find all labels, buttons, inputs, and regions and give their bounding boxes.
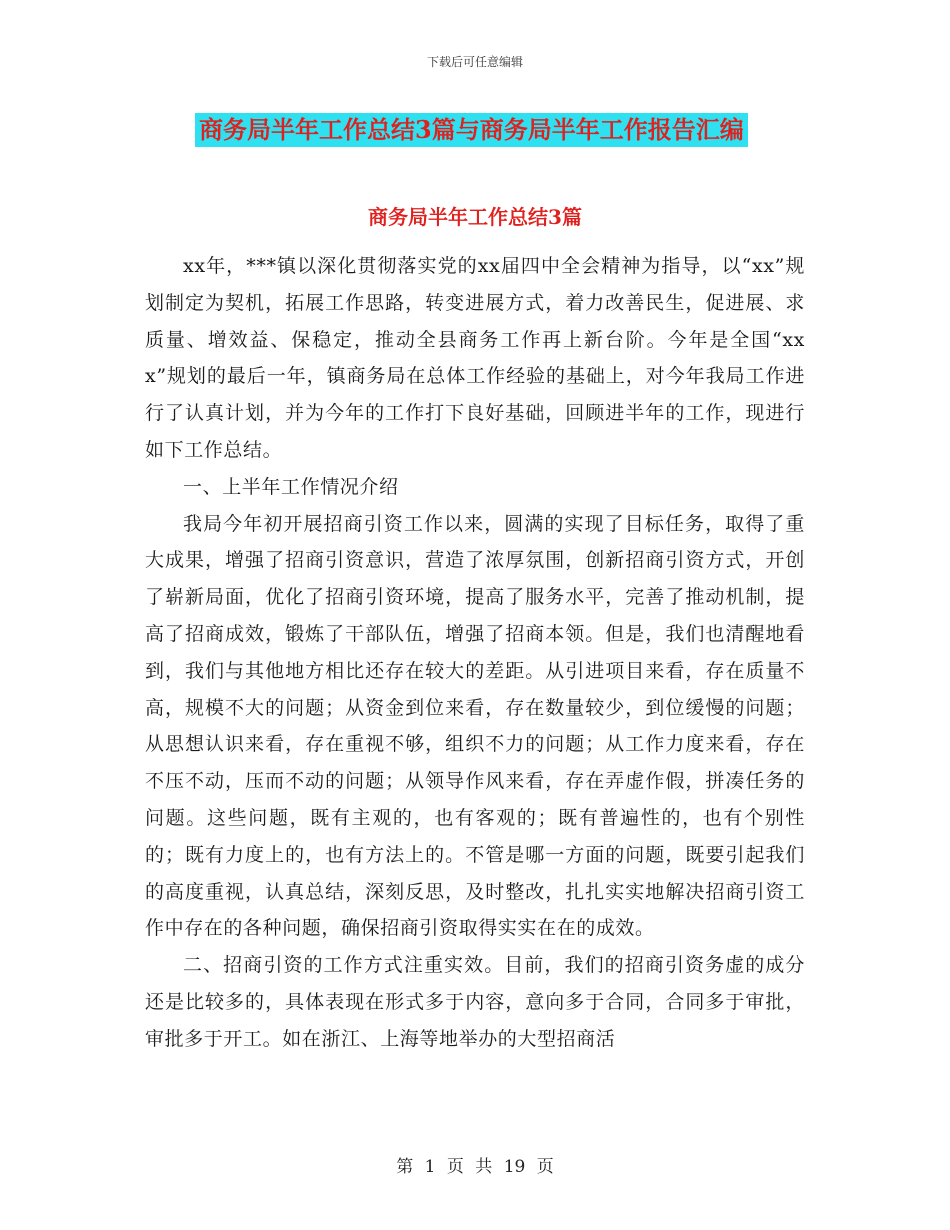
page-header-note: 下载后可任意编辑 (426, 55, 523, 69)
page-footer: 第 1 页 共 19 页 (396, 1157, 554, 1177)
paragraph-heading-1: 一、上半年工作情况介绍 (183, 475, 399, 498)
paragraph-intro: xx年，***镇以深化贯彻落实党的xx届四中全会精神为指导，以“xx”规划制定为契机，拓展工作思路，转变进展方式，着力改善民生，促进展、求质量、增效益、保稳定，推动全县商务工作再上新台阶。今年是全国“xxx”规划的最后一年，镇商务局在总体工作经验的基础上，对今年我局工作进行了认真计划，并为今年的工作打下良好基础，回顾进半年的工作，现进行如下工作总结。 (145, 255, 805, 461)
paragraph-heading-2: 二、招商引资的工作方式注重实效。目前，我们的招商引资务虚的成分还是比较多的，具体表现在形式多于内容，意向多于合同，合同多于审批，审批多于开工。如在浙江、上海等地举办的大型招商活 (145, 954, 805, 1050)
document-title: 商务局半年工作总结3篇与商务局半年工作报告汇编 (195, 113, 748, 147)
paragraph-investment-summary: 我局今年初开展招商引资工作以来，圆满的实现了目标任务，取得了重大成果，增强了招商引资意识，营造了浓厚氛围，创新招商引资方式，开创了崭新局面，优化了招商引资环境，提高了服务水平，完善了推动机制，提高了招商成效，锻炼了干部队伍，增强了招商本领。但是，我们也清醒地看到，我们与其他地方相比还存在较大的差距。从引进项目来看，存在质量不高，规模不大的问题；从资金到位来看，存在数量较少，到位缓慢的问题；从思想认识来看，存在重视不够，组织不力的问题；从工作力度来看，存在不压不动，压而不动的问题；从领导作风来看，存在弄虚作假，拼凑任务的问题。这些问题，既有主观的，也有客观的；既有普遍性的，也有个别性的；既有力度上的，也有方法上的。不管是哪一方面的问题，既要引起我们的高度重视，认真总结，深刻反思，及时整改，扎扎实实地解决招商引资工作中存在的各种问题，确保招商引资取得实实在在的成效。 (145, 512, 805, 940)
document-body (145, 248, 805, 1058)
section-title: 商务局半年工作总结3篇 (368, 205, 582, 229)
